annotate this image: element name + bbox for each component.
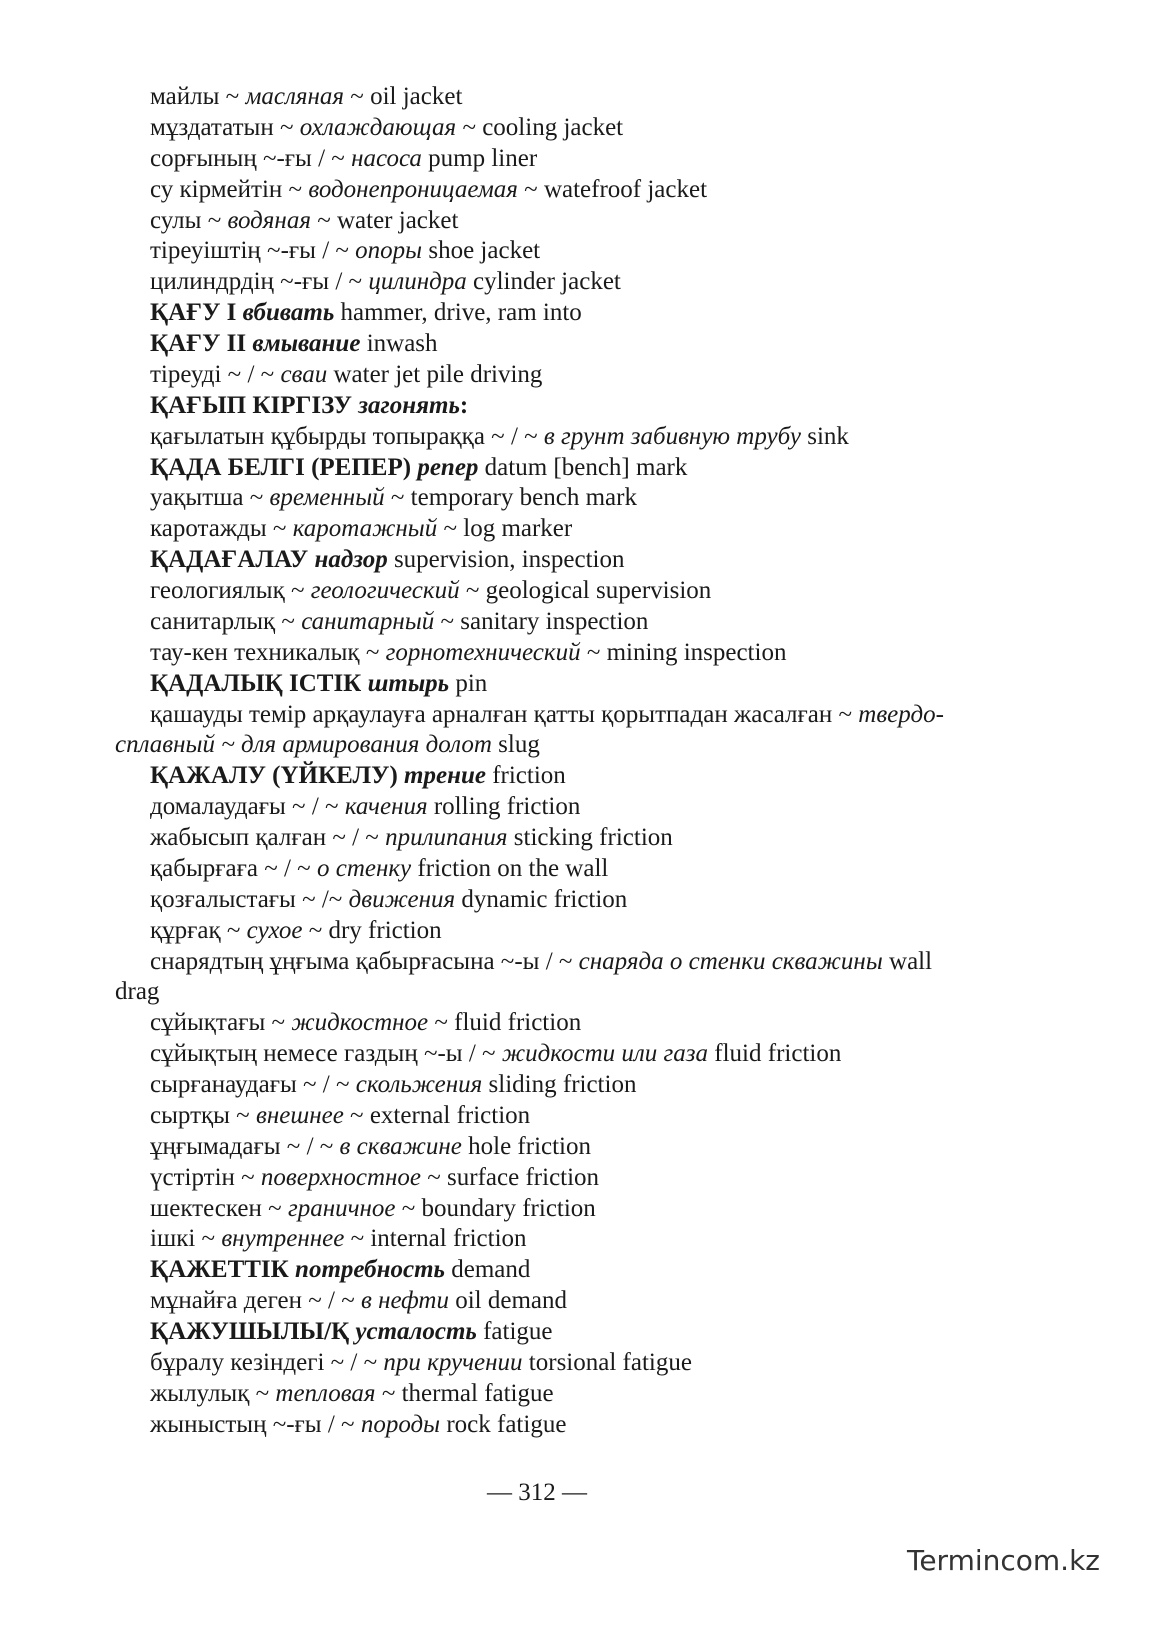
- entry-text: ~ watefroof jacket: [517, 175, 708, 203]
- headword-entry: [115, 761, 1015, 792]
- entry-text: тау-кен техникалық ~: [150, 638, 386, 666]
- entry-text: ~ boundary friction: [395, 1194, 596, 1222]
- subentry-line: [115, 854, 1015, 885]
- russian-translation: опоры: [355, 237, 423, 265]
- subentry-line: [115, 1348, 1015, 1379]
- entry-text: pin: [449, 669, 488, 697]
- russian-translation: водонепроницаемая: [308, 175, 518, 203]
- entry-text: жабысып қалған ~ / ~: [150, 824, 386, 851]
- headword-entry: [115, 1255, 1015, 1286]
- russian-translation: сухое: [246, 916, 303, 944]
- entry-text: сұйықтың немесе газдың ~-ы / ~: [150, 1040, 502, 1068]
- russian-translation: насоса: [351, 144, 422, 172]
- entry-text: майлы ~: [150, 83, 246, 110]
- subentry-line: [115, 1070, 1015, 1101]
- entry-continuation-line: [115, 730, 1015, 761]
- entry-text: қашауды темір арқаулауға арналған қатты қорытпадан жасалған ~: [150, 700, 859, 728]
- headword: ҚАДА БЕЛГІ (РЕПЕР): [150, 453, 418, 481]
- subentry-line: [115, 236, 1015, 267]
- entry-text: домалаудағы ~ / ~: [150, 793, 345, 821]
- russian-translation: внутреннее: [221, 1225, 345, 1253]
- headword-russian: трение: [404, 762, 486, 790]
- headword: ҚАҒЫП КІРГІЗУ: [150, 391, 359, 419]
- entry-text: үстіртін ~: [150, 1163, 261, 1191]
- russian-translation: масляная: [245, 83, 345, 110]
- entry-text: hole friction: [461, 1132, 592, 1160]
- entry-text: ~ temporary bench mark: [384, 484, 637, 512]
- page-number: — 312 —: [487, 1479, 587, 1506]
- subentry-line: [115, 885, 1015, 916]
- entry-text: сулы ~: [150, 206, 228, 234]
- entry-text: ~ surface friction: [421, 1163, 600, 1191]
- subentry-line: [115, 206, 1015, 237]
- entry-text: oil demand: [448, 1287, 567, 1315]
- russian-translation: тепловая: [275, 1379, 376, 1407]
- headword-russian: штырь: [367, 669, 450, 697]
- subentry-line: [115, 823, 1015, 854]
- headword: ҚАДАҒАЛАУ: [150, 546, 315, 574]
- entry-text: sticking friction: [507, 824, 673, 851]
- entry-text: ~ sanitary inspection: [434, 607, 649, 635]
- entry-text: cylinder jacket: [466, 268, 621, 296]
- subentry-line: [115, 700, 1015, 731]
- subentry-line: [115, 422, 1015, 453]
- russian-translation: о стенку: [316, 854, 412, 882]
- russian-translation: жидкости или газа: [501, 1040, 709, 1068]
- russian-translation: поверхностное: [260, 1163, 422, 1191]
- entry-text: қағылатын құбырды топыраққа ~ / ~: [150, 422, 544, 450]
- russian-translation: водяная: [227, 206, 311, 234]
- entry-text: сырғанаудағы ~ / ~: [150, 1071, 356, 1098]
- entry-text: уақытша ~: [150, 484, 270, 512]
- russian-translation: сваи: [280, 360, 328, 388]
- entry-text: pump liner: [421, 144, 538, 172]
- entry-text: ~ mining inspection: [580, 638, 787, 666]
- entry-text: sliding friction: [482, 1071, 637, 1098]
- entry-text: сорғының ~-ғы / ~: [150, 144, 352, 172]
- subentry-line: [115, 1163, 1015, 1194]
- entry-text: demand: [445, 1256, 531, 1284]
- entry-text: ~ fluid friction: [428, 1009, 582, 1037]
- subentry-line: [115, 916, 1015, 947]
- subentry-line: [115, 638, 1015, 669]
- subentry-line: [115, 267, 1015, 298]
- entry-text: мұнайға деген ~ / ~: [150, 1287, 361, 1315]
- entry-text: friction: [485, 762, 566, 790]
- headword-russian: вмывание: [252, 330, 361, 357]
- headword-entry: [115, 453, 1015, 484]
- russian-translation: жидкостное: [291, 1009, 429, 1037]
- russian-translation: скольжения: [355, 1071, 483, 1098]
- entry-text: шектескен ~: [150, 1194, 288, 1222]
- headword-entry: [115, 298, 1015, 329]
- site-watermark-logo: Termincom.kz: [906, 1544, 1100, 1577]
- headword: :: [459, 391, 469, 419]
- headword-russian: репер: [417, 453, 479, 481]
- entry-text: friction on the wall: [411, 854, 609, 882]
- russian-translation: внешнее: [255, 1101, 344, 1129]
- entry-text: жылулық ~: [150, 1379, 276, 1407]
- entry-text: бұралу кезіндегі ~ / ~: [150, 1348, 384, 1376]
- headword-russian: загонять: [358, 391, 460, 419]
- subentry-line: [115, 1039, 1015, 1070]
- subentry-line: [115, 947, 1015, 978]
- subentry-line: [115, 1224, 1015, 1255]
- subentry-line: [115, 1132, 1015, 1163]
- subentry-line: [115, 1008, 1015, 1039]
- subentry-line: [115, 82, 1015, 113]
- headword: ҚАЖУШЫЛЫ/Қ: [150, 1318, 356, 1345]
- dictionary-entries: [115, 82, 1015, 1441]
- russian-translation: прилипания: [385, 824, 508, 851]
- russian-translation: при кручении: [383, 1348, 523, 1376]
- entry-text: ~ dry friction: [302, 916, 442, 944]
- russian-translation: движения: [348, 885, 456, 913]
- entry-text: dynamic friction: [455, 885, 628, 913]
- russian-translation: сплавный ~ для армирования долот: [115, 731, 492, 759]
- headword: ҚАЖАЛУ (ҮЙКЕЛУ): [150, 762, 405, 790]
- entry-text: қабырғаға ~ / ~: [150, 854, 317, 882]
- entry-text: сұйықтағы ~: [150, 1009, 292, 1037]
- entry-text: ~ cooling jacket: [456, 113, 624, 141]
- russian-translation: в нефти: [361, 1287, 449, 1315]
- entry-text: rock fatigue: [440, 1410, 567, 1438]
- subentry-line: [115, 792, 1015, 823]
- subentry-line: [115, 1410, 1015, 1441]
- entry-text: тіреуді ~ / ~: [150, 360, 281, 388]
- subentry-line: [115, 144, 1015, 175]
- russian-translation: охлаждающая: [299, 113, 457, 141]
- headword: ҚАҒУ ІІ: [150, 330, 253, 357]
- headword: ҚАЖЕТТІК: [150, 1256, 296, 1284]
- entry-text: hammer, drive, ram into: [334, 299, 582, 327]
- subentry-line: [115, 175, 1015, 206]
- russian-translation: геологический: [310, 577, 460, 604]
- entry-text: slug: [491, 731, 540, 759]
- entry-text: fluid friction: [708, 1040, 842, 1068]
- subentry-line: [115, 1286, 1015, 1317]
- subentry-line: [115, 514, 1015, 545]
- russian-translation: породы: [360, 1410, 441, 1438]
- entry-text: снарядтың ұңғыма қабырғасына ~-ы / ~: [150, 947, 579, 975]
- russian-translation: санитарный: [301, 607, 435, 635]
- russian-translation: снаряда о стенки скважины: [578, 947, 883, 975]
- entry-text: жыныстың ~-ғы / ~: [150, 1410, 361, 1438]
- subentry-line: [115, 1194, 1015, 1225]
- headword-entry: [115, 329, 1015, 360]
- subentry-line: [115, 360, 1015, 391]
- subentry-line: [115, 607, 1015, 638]
- headword-russian: надзор: [314, 546, 388, 574]
- entry-text: құрғақ ~: [150, 916, 247, 944]
- headword-entry: [115, 1317, 1015, 1348]
- entry-text: санитарлық ~: [150, 607, 302, 635]
- entry-text: тіреуіштің ~-ғы / ~: [150, 237, 356, 265]
- entry-text: су кірмейтін ~: [150, 175, 309, 203]
- entry-text: datum [bench] mark: [478, 453, 688, 481]
- entry-text: қозғалыстағы ~ /~: [150, 885, 349, 913]
- headword-russian: потребность: [295, 1256, 445, 1284]
- headword-russian: вбивать: [242, 299, 335, 327]
- russian-translation: качения: [344, 793, 428, 821]
- russian-translation: горнотехнический: [385, 638, 581, 666]
- entry-text: inwash: [360, 330, 438, 357]
- entry-text: rolling friction: [427, 793, 581, 821]
- entry-text: геологиялық ~: [150, 577, 311, 604]
- headword-russian: усталость: [355, 1318, 477, 1345]
- entry-text: water jet pile driving: [327, 360, 543, 388]
- subentry-line: [115, 483, 1015, 514]
- entry-continuation-line: [115, 977, 1015, 1008]
- entry-text: мұздататын ~: [150, 113, 300, 141]
- entry-text: supervision, inspection: [387, 546, 625, 574]
- entry-text: цилиндрдің ~-ғы / ~: [150, 268, 369, 296]
- entry-text: каротажды ~: [150, 515, 293, 543]
- entry-text: wall: [882, 947, 933, 975]
- subentry-line: [115, 1101, 1015, 1132]
- russian-translation: временный: [269, 484, 385, 512]
- subentry-line: [115, 113, 1015, 144]
- entry-text: ұңғымадағы ~ / ~: [150, 1132, 340, 1160]
- subentry-line: [115, 1379, 1015, 1410]
- entry-text: сыртқы ~: [150, 1101, 256, 1129]
- subentry-line: [115, 576, 1015, 607]
- headword-entry: [115, 669, 1015, 700]
- russian-translation: в грунт забивную трубу: [543, 422, 801, 450]
- entry-text: drag: [115, 978, 160, 1006]
- russian-translation: граничное: [287, 1194, 396, 1222]
- entry-text: shoe jacket: [422, 237, 541, 265]
- headword: ҚАҒУ І: [150, 299, 243, 327]
- headword-entry: [115, 545, 1015, 576]
- entry-text: ~ internal friction: [344, 1225, 527, 1253]
- entry-text: ~ external friction: [343, 1101, 531, 1129]
- entry-text: ~ geological supervision: [459, 577, 712, 604]
- entry-text: torsional fatigue: [522, 1348, 692, 1376]
- entry-text: sink: [800, 422, 849, 450]
- russian-translation: в скважине: [339, 1132, 462, 1160]
- entry-text: ~ thermal fatigue: [375, 1379, 554, 1407]
- russian-translation: твердо-: [858, 700, 944, 728]
- russian-translation: цилиндра: [368, 268, 467, 296]
- entry-text: ~ water jacket: [310, 206, 459, 234]
- entry-text: fatigue: [476, 1318, 553, 1345]
- headword-entry: [115, 391, 1015, 422]
- entry-text: ~ log marker: [437, 515, 573, 543]
- entry-text: ішкі ~: [150, 1225, 222, 1253]
- headword: ҚАДАЛЫҚ ІСТІК: [150, 669, 368, 697]
- russian-translation: каротажный: [292, 515, 438, 543]
- entry-text: ~ oil jacket: [344, 83, 463, 110]
